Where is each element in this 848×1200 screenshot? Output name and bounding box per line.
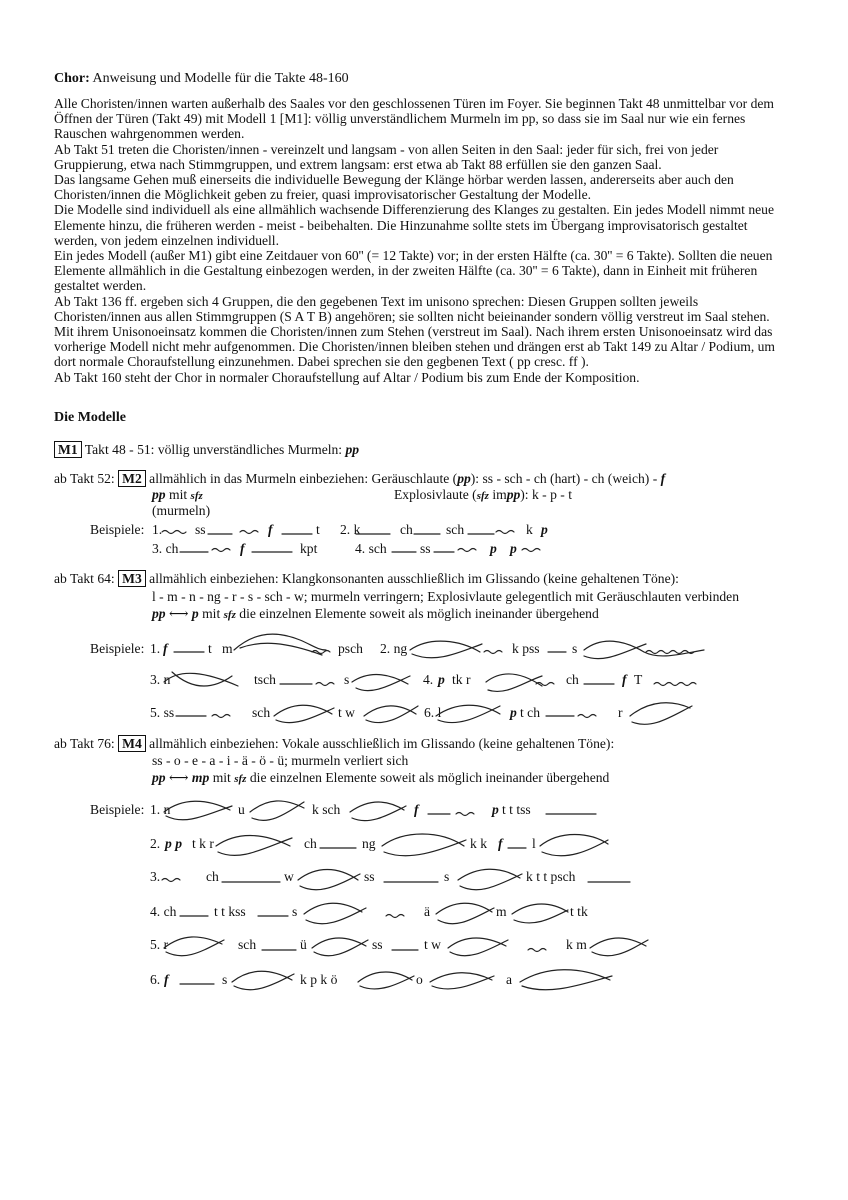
m1-dynamic: pp [345, 442, 360, 457]
m2-ex2-ss: ss [420, 541, 431, 556]
m3-ex-2-s: s [572, 641, 578, 656]
m4-ex-4ch: 4. ch [150, 904, 177, 919]
glissando-curve-icon [438, 706, 500, 723]
glissando-curve-icon [432, 976, 494, 989]
m3-ex-5-sch: sch [252, 705, 271, 720]
glissando-curve-icon [164, 937, 222, 948]
m4-ex-3-kttpsch: k t t psch [526, 869, 576, 884]
glissando-curve-icon [352, 806, 406, 821]
glissando-curve-icon [232, 971, 292, 982]
glissando-curve-icon [166, 940, 224, 956]
m4-dyn-mp: mp [191, 770, 210, 785]
m3-prefix: ab Takt 64: [54, 571, 115, 586]
m4-ex-5-ue: ü [300, 937, 307, 952]
m2-line2a-dyn: pp [152, 487, 166, 502]
glissando-curve-icon [514, 910, 568, 923]
glissando-curve-icon [458, 869, 520, 880]
glissando-curve-icon [540, 835, 608, 847]
m2-ex2-p1: p [490, 541, 497, 556]
glissando-curve-icon [412, 644, 482, 658]
m3-line2: l - m - n - ng - r - s - sch - w; murmeln verringern; Explosivlaute gelegentlich mit Geräuschlauten verbinden [152, 589, 740, 604]
glissando-curve-icon [382, 834, 464, 846]
m4-sfz: sfz [234, 773, 247, 785]
murmur-wave-icon [386, 915, 404, 918]
glissando-curve-icon [304, 903, 362, 914]
m4-ex-6-f: f [164, 972, 169, 987]
glissando-curve-icon [590, 938, 646, 948]
murmur-wave-icon [212, 549, 230, 552]
m4-ex-2-pp: p p [165, 836, 182, 851]
m4-ex-6: 6. [150, 972, 161, 987]
m4-ex-3: 3. [150, 869, 161, 884]
m4-ex-1-ksch: k sch [312, 802, 341, 817]
m4-ex-3-s: s [444, 869, 450, 884]
m4-ex-2-l: l [532, 836, 536, 851]
glissando-curve-icon [298, 870, 358, 881]
intro-paragraph-8: Ab Takt 160 steht der Chor in normaler Choraufstellung auf Altar / Podium bis zum Ende der Komposition. [54, 369, 640, 385]
m2-line2b-sfz: sfz [476, 490, 489, 502]
title-label: Chor: [54, 71, 90, 86]
murmur-wave-icon [496, 531, 514, 534]
m2-ex1-ss: ss [195, 522, 206, 537]
glissando-curve-icon [410, 641, 480, 652]
m4-ex-3-w: w [284, 869, 294, 884]
glissando-curve-icon [234, 634, 326, 650]
murmur-wave-icon [528, 949, 546, 952]
intro-paragraph-3: Das langsame Gehen muß einerseits die individuelle Bewegung der Klänge hörbar werden lassen, andererseits aber auch den Choristen/innen die Möglichkeit geben zu freier, quasi improvisatorischer Gestaltung der Modelle. [54, 172, 734, 203]
murmur-wave-icon [316, 683, 334, 686]
glissando-curve-icon [542, 840, 608, 856]
glissando-curve-icon [360, 976, 414, 989]
m2-prefix: ab Takt 52: [54, 471, 115, 486]
murmur-wave-icon [458, 549, 476, 552]
m2-text2: ): ss - sch - ch (hart) - ch (weich) - [470, 471, 658, 486]
m2-ex2-3ch: 3. ch [152, 541, 179, 556]
m2-ex2-p2: p [510, 541, 517, 556]
murmur-wave-icon [654, 683, 696, 686]
glissando-curve-icon [488, 676, 542, 691]
m3-ex-3n: 3. n [150, 672, 171, 687]
m4-ex-6-a: a [506, 972, 513, 987]
murmur-wave-icon [522, 549, 540, 552]
m4-ex-5-km: k m [566, 937, 587, 952]
glissando-curve-icon [166, 806, 232, 820]
model-box-m1: M1 [54, 441, 82, 458]
m3-ex-2-kpss: k pss [512, 641, 540, 656]
m4-ex-4-ttk: t tk [570, 904, 588, 919]
m2-examples-label: Beispiele: [90, 522, 145, 537]
m4-line2: ss - o - e - a - i - ä - ö - ü; murmeln verliert sich [152, 753, 409, 768]
glissando-curve-icon [274, 705, 332, 716]
glissando-curve-icon [366, 706, 418, 723]
glissando-curve-icon [352, 675, 408, 684]
m4-ex-4-m: m [496, 904, 507, 919]
intro-paragraph-1: Alle Choristen/innen warten außerhalb des Saales vor den geschlossenen Türen im Foyer. Sie beginnen Takt 48 unmittelbar vor dem Öffnen der Türen (Takt 49) mit Modell 1 [M1]: völlig unverständlichem Murmeln im pp, so dass sie im Saal nur wie ein fernes Rauschen wahrgenommen werden. [54, 96, 774, 142]
m4-ex-4-ttkss: t t kss [214, 904, 246, 919]
m4-prefix: ab Takt 76: [54, 736, 115, 751]
glissando-curve-icon [436, 903, 492, 914]
glissando-curve-icon [312, 938, 366, 948]
glissando-curve-icon [306, 908, 366, 924]
dynamic-arrow-icon: ⟷ [169, 606, 189, 621]
m2-line3: (murmeln) [152, 503, 211, 518]
glissando-curve-icon [584, 644, 646, 659]
m2-ex2-f: f [240, 541, 245, 556]
title-text: Anweisung und Modelle für die Takte 48-160 [92, 71, 349, 86]
glissando-curve-icon [216, 836, 290, 847]
murmur-wave-icon [240, 531, 258, 534]
intro-paragraph-5: Ein jedes Modell (außer M1) gibt eine Zeitdauer von 60'' (= 12 Takte) vor; in der ersten Hälfte (ca. 30'' = 6 Takte). Sollten die neuen Elemente allmählich in die Gestaltung einbezogen werden, in der zweiten Hälfte (ca. 30'' = 6 Takte), dann in Einheit mit früheren gestaltet werden. [54, 248, 773, 294]
m4-ex-5-ss: ss [372, 937, 383, 952]
glissando-curve-icon [584, 641, 704, 656]
m2-ex2-kpt: kpt [300, 541, 318, 556]
model-box-m4: M4 [118, 735, 146, 752]
m2-ex1-f: f [268, 522, 273, 537]
m3-ex-3-s: s [344, 672, 350, 687]
m2-ex1-k: k [526, 522, 533, 537]
m4-ex-5r: 5. r [150, 937, 169, 952]
m3-ex-1-f: f [163, 641, 168, 656]
m2-dyn2: f [660, 471, 666, 486]
m4-examples-label: Beispiele: [90, 802, 145, 817]
m3-mit: mit [202, 606, 221, 621]
m4-ex-3-ss: ss [364, 869, 375, 884]
m4-ex-1-ttts: t t tss [502, 802, 531, 817]
dynamic-arrow-icon: ⟷ [169, 770, 189, 785]
m4-ex-1n: 1. n [150, 802, 171, 817]
m2-line2a-mit: mit [169, 487, 188, 502]
m3-ex-6-tch: t ch [520, 705, 541, 720]
m4-line3-text: die einzelnen Elemente soweit als möglich ineinander übergehend [249, 770, 610, 785]
glissando-curve-icon [460, 874, 522, 890]
m3-ex-5-tw: t w [338, 705, 355, 720]
m4-ex-6-kpko: k p k ö [300, 972, 338, 987]
m2-ex2-4sch: 4. sch [355, 541, 387, 556]
glissando-curve-icon [448, 938, 506, 948]
m3-text: allmählich einbeziehen: Klangkonsonanten ausschließlich im Glissando (keine gehaltenen Töne): [149, 571, 679, 586]
glissando-curve-icon [218, 838, 292, 855]
m4-ex-2-ch: ch [304, 836, 317, 851]
murmur-wave-icon [578, 715, 596, 718]
m4-ex-1-u: u [238, 802, 245, 817]
m2-ex1-1: 1. [152, 522, 163, 537]
intro-paragraph-4: Die Modelle sind individuell als eine allmählich wachsende Differenzierung des Klanges zu gestalten. Ein jedes Modell nimmt neue Elemente hinzu, die früheren werden - meist - beibehalten. Die Hinzunahme sollte stets im Übergang improvisatorisch gestaltet werden, von jedem einzelnen individuell. [54, 202, 775, 248]
m2-ex1-2k: 2. k [340, 522, 361, 537]
m2-line2a-sfz: sfz [190, 490, 203, 502]
m2-line2b-dyn: pp [506, 487, 521, 502]
m3-ex-3-tsch: tsch [254, 672, 276, 687]
intro-paragraph-2: Ab Takt 51 treten die Choristen/innen - vereinzelt und langsam - von allen Seiten in den Saal: jeder für sich, frei von jeder Gruppierung, etwa nach Stimmgruppen, und extrem langsam: erst etwa ab Takt 88 erfüllen sie den ganzen Saal. [54, 141, 719, 172]
m3-ex-4-ch: ch [566, 672, 579, 687]
m4-ex-6-s: s [222, 972, 228, 987]
m2-ex1-ch: ch [400, 522, 413, 537]
m4-ex-2: 2. [150, 836, 161, 851]
m3-examples-label: Beispiele: [90, 641, 145, 656]
m4-text: allmählich einbeziehen: Vokale ausschließlich im Glissando (keine gehaltenen Töne): [149, 736, 615, 751]
glissando-curve-icon [356, 676, 410, 691]
m1-text: Takt 48 - 51: völlig unverständliches Murmeln: [84, 442, 343, 457]
m4-ex-5-sch: sch [238, 937, 257, 952]
murmur-wave-icon [162, 531, 186, 534]
glissando-curve-icon [438, 908, 494, 924]
m3-dyn-pp: pp [152, 606, 166, 621]
m3-ex-6-p: p [510, 705, 517, 720]
murmur-wave-icon [212, 715, 230, 718]
m3-sfz: sfz [223, 609, 236, 621]
m3-dyn-p: p [191, 606, 199, 621]
m4-ex-2-ng: ng [362, 836, 376, 851]
models-heading: Die Modelle [54, 410, 126, 425]
m3-ex-1-t: t [208, 641, 212, 656]
m4-mit: mit [212, 770, 231, 785]
m4-ex-2-kk: k k [470, 836, 487, 851]
glissando-curve-icon [384, 840, 466, 856]
m3-ex-4: 4. [423, 672, 434, 687]
m4-ex-3-ch: ch [206, 869, 219, 884]
m4-ex-6-o: o [416, 972, 423, 987]
m4-ex-5-tw: t w [424, 937, 441, 952]
m3-ex-4-f: f [622, 672, 627, 687]
m2-line2b-text: Explosivlaute ( [394, 487, 477, 502]
m3-ex-4-tkr: tk r [452, 672, 471, 687]
m4-dyn-pp: pp [152, 770, 166, 785]
m4-ex-4-ae: ä [424, 904, 431, 919]
m2-ex1-p: p [541, 522, 548, 537]
glissando-curve-icon [522, 976, 612, 990]
murmur-wave-icon [162, 879, 180, 882]
m3-ex-2-ng: 2. ng [380, 641, 408, 656]
m4-ex-1-p: p [492, 802, 499, 817]
m3-ex-4-T: T [634, 672, 643, 687]
m2-ex1-sch: sch [446, 522, 465, 537]
glissando-curve-icon [364, 706, 416, 716]
m2-line2b-end: ): k - p - t [520, 487, 573, 502]
m3-line3-text: die einzelnen Elemente soweit als möglich ineinander übergehend [239, 606, 599, 621]
m2-line2b-im: im [492, 487, 507, 502]
m3-ex-1-m: m [222, 641, 233, 656]
m4-ex-1-f: f [414, 802, 419, 817]
m4-ex-2-f: f [498, 836, 503, 851]
m3-ex-5ss: 5. ss [150, 705, 175, 720]
intro-paragraph-6: Ab Takt 136 ff. ergeben sich 4 Gruppen, die den gegebenen Text im unisono sprechen: Diesen Gruppen sollten jeweils Choristen/innen aus allen Stimmgruppen (S A T B) angehören; sie sollten nicht beieinander sondern völlig verstreut im Saal stehen. [54, 293, 770, 324]
m3-ex-6-r: r [618, 705, 623, 720]
m3-ex-1: 1. [150, 641, 161, 656]
m3-ex-4-p: p [438, 672, 445, 687]
model-box-m3: M3 [118, 570, 146, 587]
glissando-curve-icon [512, 904, 568, 914]
m3-ex-1-psch: psch [338, 641, 363, 656]
m3-ex-6l: 6. l [424, 705, 442, 720]
glissando-curve-icon [630, 703, 690, 716]
model-box-m2: M2 [118, 470, 146, 487]
m2-text: allmählich in das Murmeln einbeziehen: Geräuschlaute ( [149, 471, 458, 486]
m2-ex1-t: t [316, 522, 320, 537]
murmur-wave-icon [484, 651, 502, 654]
m4-ex-2-tkr: t k r [192, 836, 214, 851]
m2-dyn1: pp [457, 471, 471, 486]
intro-paragraph-7: Mit ihrem Unisonoeinsatz kommen die Choristen/innen zum Stehen (verstreut im Saal). Nach ihrem ersten Unisonoeinsatz wird das vorherige Modell nicht mehr aufgenommen. Die Choristen/innen bleiben stehen und drängen erst ab Takt 149 zu Altar / Podium, um dort normale Choraufstellung einzunehmen. Dabei sprechen sie den gegbenen Text ( pp cresc. ff ). [54, 324, 775, 370]
m4-ex-4-s: s [292, 904, 298, 919]
murmur-wave-icon [456, 813, 474, 816]
